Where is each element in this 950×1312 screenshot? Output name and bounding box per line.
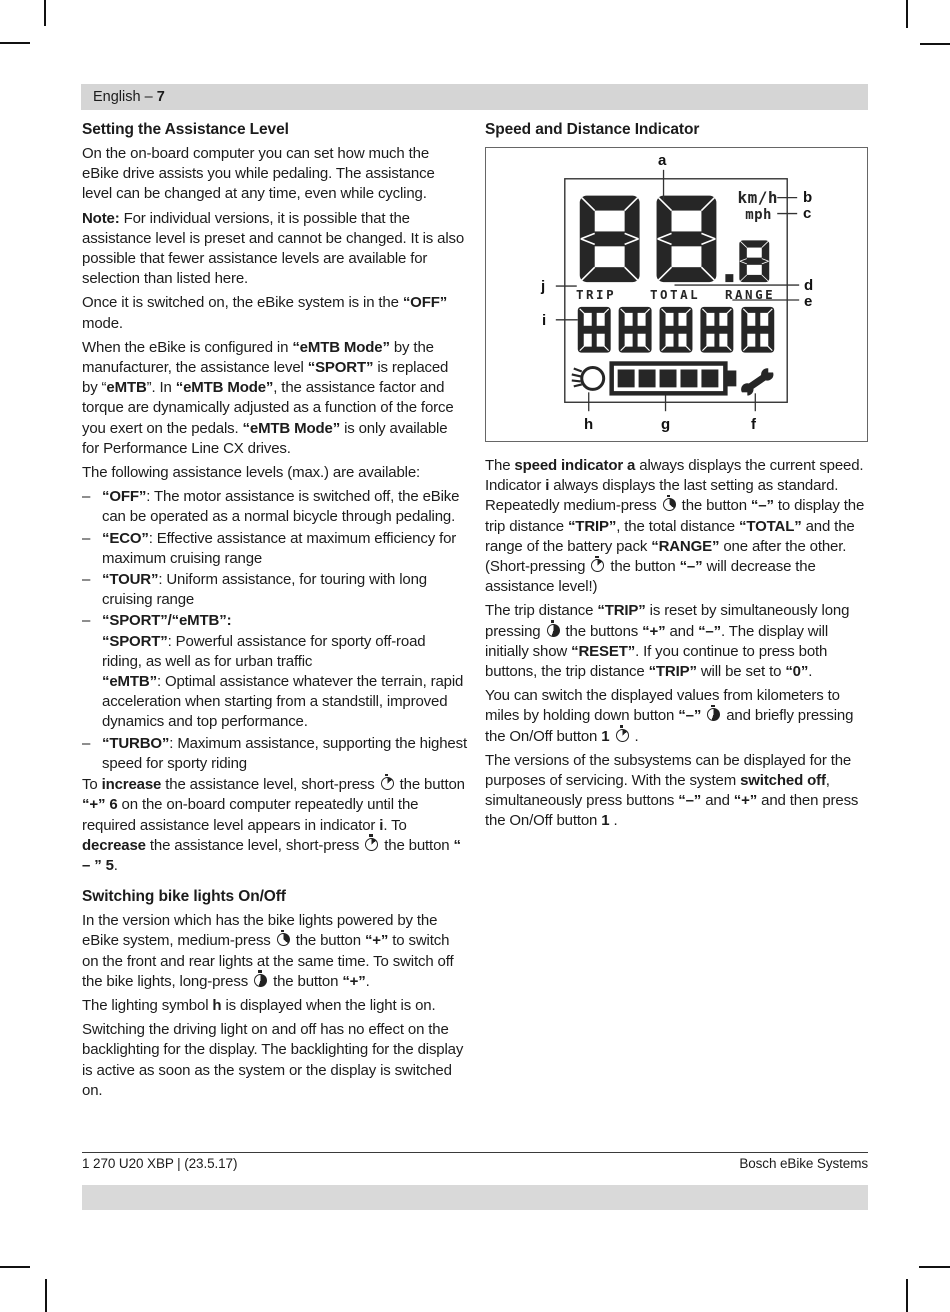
paragraph: In the version which has the bike lights powered by the eBike system, medium-press the button “+” to switch on the front and rear lights at the same time. To switch off the bike lights, long-press the button “+”. bbox=[82, 912, 454, 990]
list-bullet: – bbox=[82, 571, 91, 589]
left-column bbox=[82, 120, 467, 1105]
page-header-label: English – 7 bbox=[93, 89, 165, 105]
paragraph: The speed indicator a always displays the current speed. Indicator i always displays the last setting as standard. Repeatedly medium-press the button “–” to display the trip distance “TRIP”, the total distance “TOTAL” and the range of the battery pack “RANGE” one after the other. (Short-pressing the button “–” will decrease the assistance level!) bbox=[485, 457, 865, 596]
page-header-bar bbox=[81, 84, 868, 110]
stopwatch-icon bbox=[663, 498, 676, 511]
list-bullet: – bbox=[82, 734, 91, 752]
paragraph: To increase the assistance level, short-press the button “+” 6 on the on-board computer repeatedly until the required assistance level appears in indicator i. To decrease the assistance level, short-press the button “ – ” 5. bbox=[82, 776, 465, 874]
list-item bbox=[82, 529, 467, 569]
paragraph: Switching the driving light on and off has no effect on the backlighting for the display. The backlighting for the display is active as soon as the system or the display is switched on. bbox=[82, 1021, 464, 1099]
stopwatch-icon bbox=[591, 559, 604, 572]
footer-bar bbox=[82, 1185, 868, 1210]
crop-mark bbox=[44, 0, 46, 26]
list-item bbox=[82, 734, 467, 774]
lights-paragraphs bbox=[82, 911, 467, 1101]
assistance-levels-list bbox=[82, 487, 467, 774]
right-column bbox=[485, 120, 868, 836]
wrench-icon bbox=[740, 366, 775, 400]
range-label: RANGE bbox=[725, 287, 776, 302]
crop-mark bbox=[906, 0, 908, 28]
callout-d: d bbox=[804, 277, 814, 294]
heading-switching-bike-lights: Switching bike lights On/Off bbox=[82, 888, 286, 906]
speed-distance-paragraphs bbox=[485, 456, 868, 832]
list-item-text: “OFF”: The motor assistance is switched off, the eBike can be operated as a normal bicycle through pedaling. bbox=[102, 488, 460, 526]
paragraph: Note: For individual versions, it is possible that the assistance level is preset and cannot be changed. It is also possible that fewer assistance levels are available for selection than listed here. bbox=[82, 209, 465, 288]
footer-doc-number: 1 270 U20 XBP | (23.5.17) bbox=[82, 1156, 238, 1171]
list-bullet: – bbox=[82, 488, 91, 506]
trip-label: TRIP bbox=[576, 287, 617, 302]
paragraph: The trip distance “TRIP” is reset by simultaneously long pressing the buttons “+” and “–”. The display will initially show “RESET”. If you continue to press both buttons, the trip distance “TRIP” will be set to “0”. bbox=[485, 602, 850, 681]
callout-j: j bbox=[541, 278, 546, 295]
list-item-text: “ECO”: Effective assistance at maximum efficiency for maximum cruising range bbox=[102, 529, 457, 567]
paragraph: Once it is switched on, the eBike system is in the “OFF” mode. bbox=[82, 294, 448, 332]
stopwatch-icon bbox=[365, 838, 378, 851]
stopwatch-icon bbox=[381, 777, 394, 790]
footer bbox=[82, 1156, 868, 1171]
paragraph: The following assistance levels (max.) are available: bbox=[82, 464, 421, 482]
paragraph: When the eBike is configured in “eMTB Mode” by the manufacturer, the assistance level “SPORT” is replaced by “eMTB”. In “eMTB Mode”, the assistance factor and torque are dynamically adjusted as a function of the force you exert on the pedals. “eMTB Mode” is only available for Performance Line CX drives. bbox=[82, 338, 454, 457]
callout-h: h bbox=[584, 416, 594, 433]
stopwatch-icon bbox=[707, 708, 720, 721]
display-figure bbox=[485, 147, 868, 442]
increase-decrease-paragraph bbox=[82, 775, 467, 876]
paragraph: The lighting symbol h is displayed when the light is on. bbox=[82, 996, 436, 1014]
list-item-text: “TOUR”: Uniform assistance, for touring with long cruising range bbox=[102, 571, 427, 609]
list-item bbox=[82, 611, 467, 732]
list-bullet: – bbox=[82, 612, 91, 630]
crop-mark bbox=[0, 42, 30, 44]
kmh-unit-label: km/h bbox=[737, 188, 778, 207]
battery-icon bbox=[612, 364, 737, 394]
crop-mark bbox=[0, 1266, 30, 1268]
list-item-text: “SPORT”/“eMTB”: “SPORT”: Powerful assistance for sporty off-road riding, as well as for urban traffic “eMTB”: Optimal assistance whatever the terrain, rapid acceleration when starting from a standstill, improved dynamics and top performance. bbox=[102, 612, 464, 731]
callout-c: c bbox=[803, 205, 812, 222]
crop-mark bbox=[906, 1279, 908, 1312]
stopwatch-icon bbox=[547, 624, 560, 637]
total-label: TOTAL bbox=[650, 287, 701, 302]
footer-brand: Bosch eBike Systems bbox=[739, 1156, 868, 1171]
stopwatch-icon bbox=[254, 974, 267, 987]
stopwatch-icon bbox=[616, 729, 629, 742]
info-digits bbox=[578, 307, 774, 353]
paragraph: The versions of the subsystems can be displayed for the purposes of servicing. With the system switched off, simultaneously press buttons “–” and “+” and then press the On/Off button 1 . bbox=[485, 751, 859, 830]
headlight-icon bbox=[572, 368, 604, 390]
intro-paragraphs bbox=[82, 144, 467, 483]
stopwatch-icon bbox=[277, 933, 290, 946]
callout-i: i bbox=[542, 312, 547, 329]
crop-mark bbox=[919, 1266, 950, 1268]
list-bullet: – bbox=[82, 529, 91, 547]
crop-mark bbox=[920, 43, 950, 45]
callout-e: e bbox=[804, 293, 813, 310]
list-item bbox=[82, 570, 467, 610]
heading-setting-assistance-level: Setting the Assistance Level bbox=[82, 121, 289, 138]
list-item bbox=[82, 487, 467, 527]
callout-b: b bbox=[803, 189, 813, 206]
list-item-text: “TURBO”: Maximum assistance, supporting the highest speed for sporty riding bbox=[102, 734, 467, 772]
mph-unit-label: mph bbox=[745, 207, 772, 223]
footer-rule bbox=[82, 1152, 868, 1153]
crop-mark bbox=[45, 1279, 47, 1312]
callout-a: a bbox=[658, 152, 667, 169]
heading-speed-distance-indicator: Speed and Distance Indicator bbox=[485, 121, 700, 138]
callout-g: g bbox=[661, 416, 671, 433]
callout-f: f bbox=[751, 416, 756, 433]
paragraph: On the on-board computer you can set how much the eBike drive assists you while pedaling. The assistance level can be changed at any time, even while cycling. bbox=[82, 145, 435, 203]
paragraph: You can switch the displayed values from kilometers to miles by holding down button “–” and briefly pressing the On/Off button 1 . bbox=[485, 687, 854, 745]
